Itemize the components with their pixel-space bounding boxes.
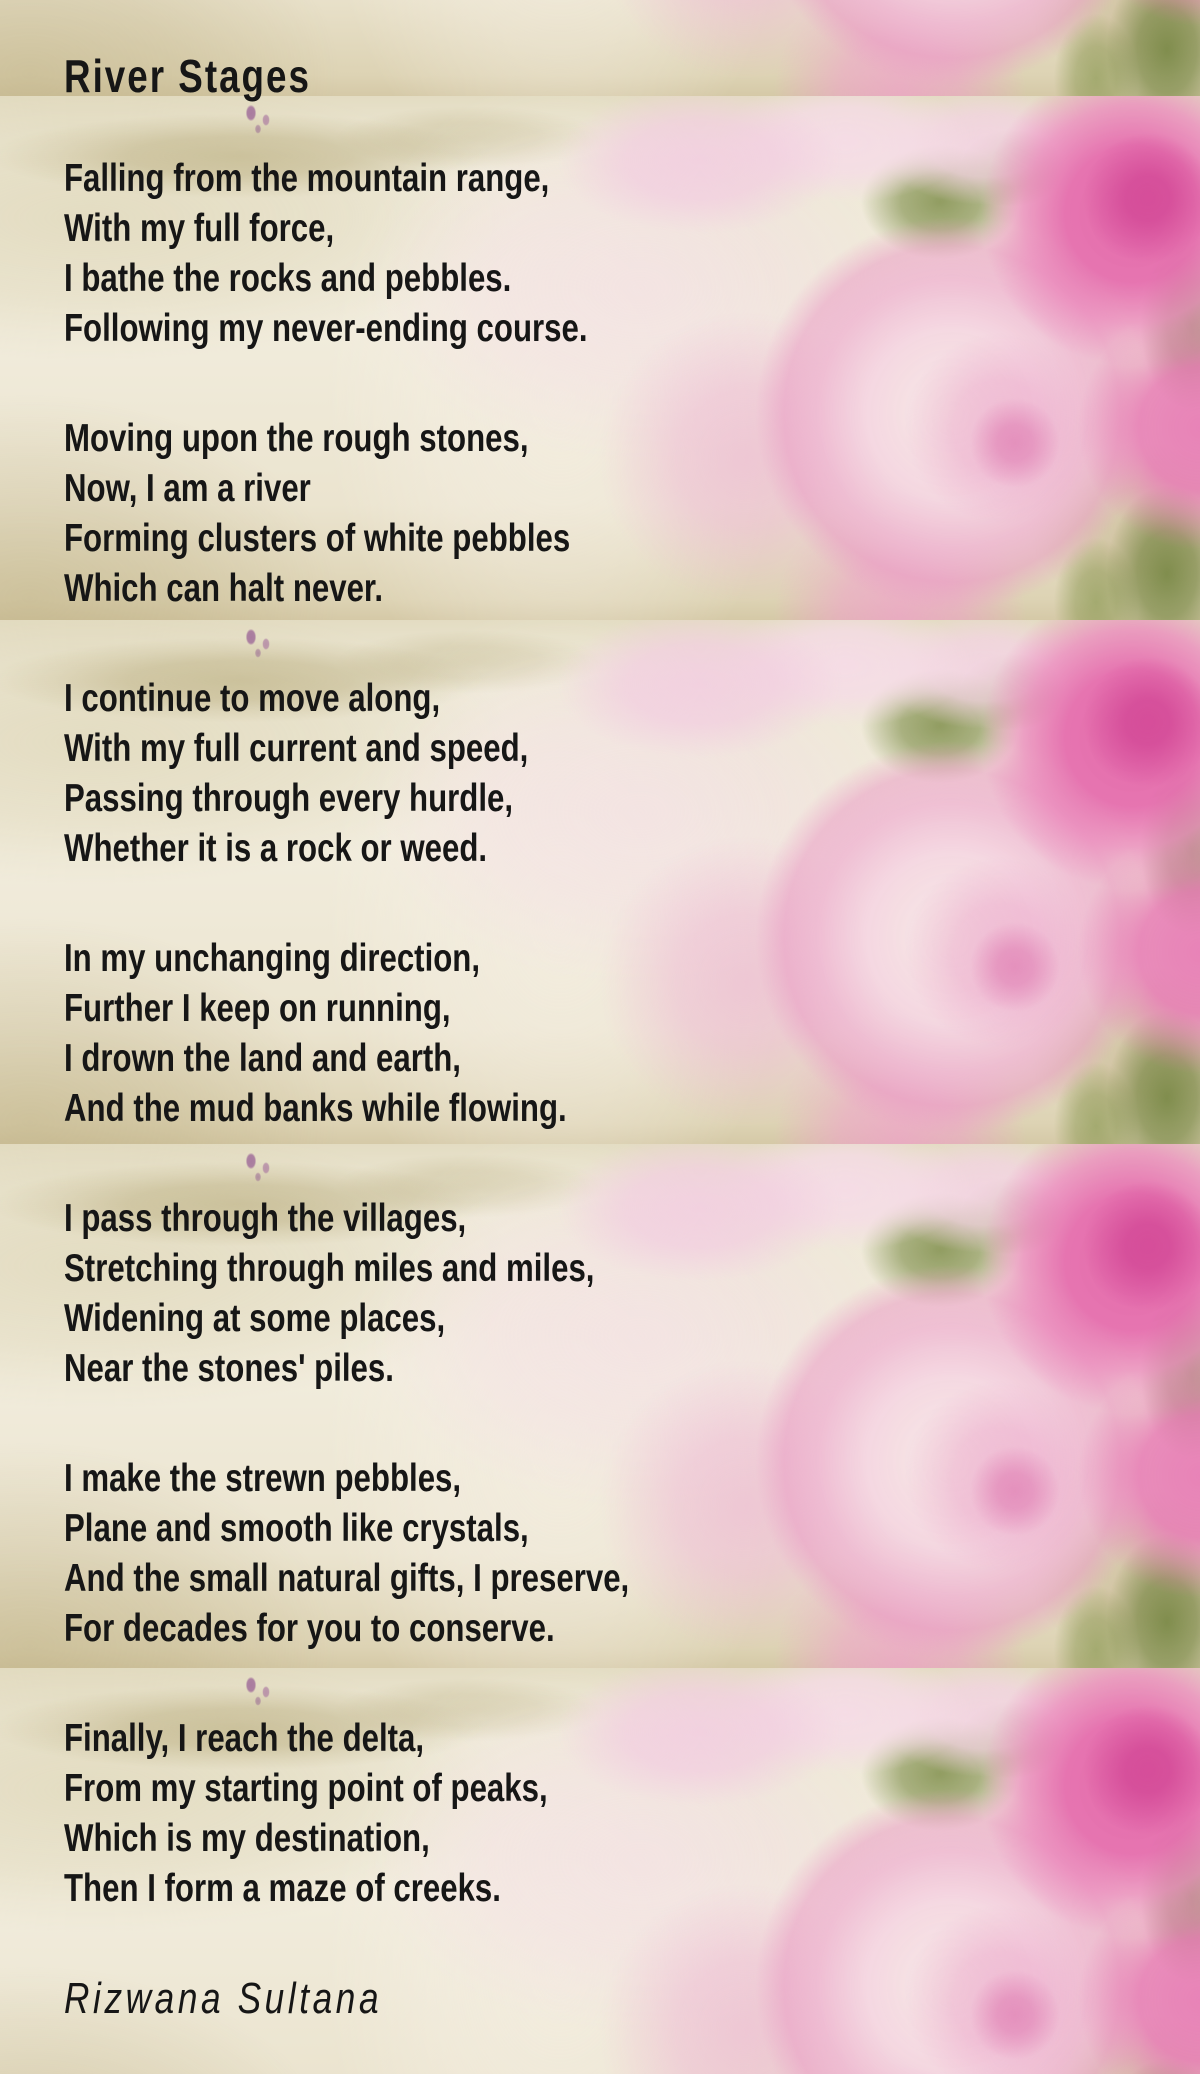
- poem-line: Following my never-ending course.: [64, 307, 588, 350]
- poem-line: Widening at some places,: [64, 1297, 446, 1340]
- poem-line: Whether it is a rock or weed.: [64, 827, 488, 870]
- poem-stanza-4: [64, 934, 680, 1134]
- poem-line: Stretching through miles and miles,: [64, 1247, 595, 1290]
- poem-line: Further I keep on running,: [64, 987, 451, 1030]
- poem-line: And the small natural gifts, I preserve,: [64, 1557, 630, 1600]
- poem-line: With my full current and speed,: [64, 727, 529, 770]
- poem-line: Plane and smooth like crystals,: [64, 1507, 529, 1550]
- poem-line: With my full force,: [64, 207, 335, 250]
- poem-line: Moving upon the rough stones,: [64, 417, 529, 460]
- poem-line: Forming clusters of white pebbles: [64, 517, 571, 560]
- poem-line: I make the strewn pebbles,: [64, 1457, 462, 1500]
- poem-stanza-6: [64, 1454, 680, 1654]
- poem-line: Finally, I reach the delta,: [64, 1717, 425, 1760]
- poem-line: Which is my destination,: [64, 1817, 430, 1860]
- poem-title: River Stages: [64, 50, 311, 102]
- poem-line: Now, I am a river: [64, 467, 311, 510]
- poem-stanza-3: [64, 674, 680, 874]
- poem-line: Which can halt never.: [64, 567, 384, 610]
- poem-author-signature: Rizwana Sultana: [64, 1974, 383, 2023]
- poem-line: From my starting point of peaks,: [64, 1767, 548, 1810]
- poem-line: Then I form a maze of creeks.: [64, 1867, 501, 1910]
- poem-stanza-2: [64, 414, 680, 614]
- poem-stanza-5: [64, 1194, 680, 1394]
- poem-line: In my unchanging direction,: [64, 937, 481, 980]
- poem-line: Passing through every hurdle,: [64, 777, 514, 820]
- poem-line: I drown the land and earth,: [64, 1037, 461, 1080]
- poem-line: Near the stones' piles.: [64, 1347, 394, 1390]
- poem-line: I pass through the villages,: [64, 1197, 467, 1240]
- poem-line: For decades for you to conserve.: [64, 1607, 555, 1650]
- poem-line: And the mud banks while flowing.: [64, 1087, 567, 1130]
- poem-line: I continue to move along,: [64, 677, 441, 720]
- poem-line: I bathe the rocks and pebbles.: [64, 257, 512, 300]
- poem-line: Falling from the mountain range,: [64, 157, 550, 200]
- poem-stanza-7: [64, 1714, 680, 1914]
- poem-stanza-1: [64, 154, 680, 354]
- poem: [64, 51, 680, 2024]
